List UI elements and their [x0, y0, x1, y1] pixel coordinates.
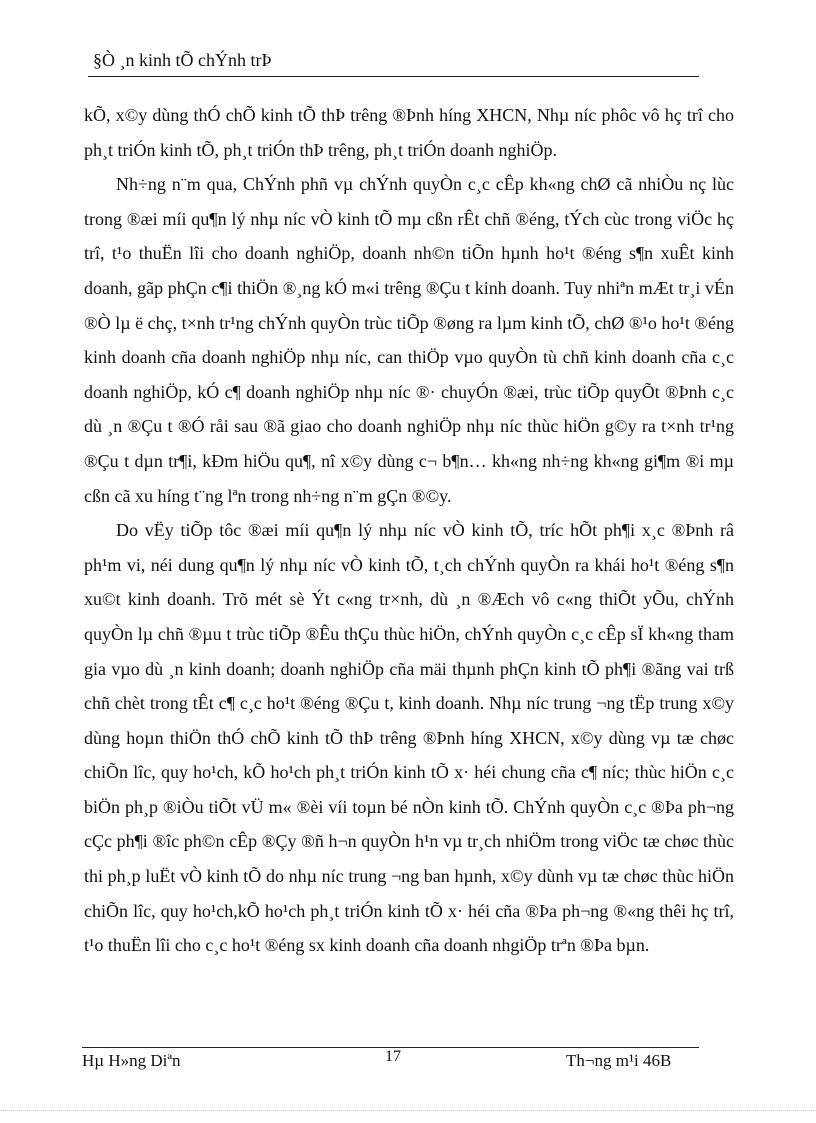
body-text	[84, 98, 734, 963]
footer-author: Hµ H»ng Diªn	[82, 1051, 181, 1070]
paragraph-1: kÕ, x©y dùng thÓ chÕ kinh tÕ thÞ trêng ®Þnh híng XHCN, Nhµ níc phôc vô hç trî cho ph¸t triÓn kinh tÕ, ph¸t triÓn thÞ trêng, ph¸t triÓn doanh nghiÖp.	[84, 105, 734, 160]
page-bottom-edge	[0, 1110, 816, 1111]
header-title: §Ò ¸n kinh tÕ chÝnh trÞ	[93, 50, 272, 70]
header-rule	[88, 76, 699, 77]
paragraph-3: Do vËy tiÕp tôc ®æi míi qu¶n lý nhµ níc vÒ kinh tÕ, tríc hÕt ph¶i x¸c ®Þnh râ ph¹m vi, néi dung qu¶n lý nhµ níc vÒ kinh tÕ, t¸ch chÝnh quyÒn ra khái ho¹t ®éng s¶n xu©t kinh doanh. Trõ mét sè Ýt c«ng tr×nh, dù ¸n ®Æch vô c«ng thiÕt yÕu, chÝnh quyÒn lµ chñ ®µu t trùc tiÕp ®Êu thÇu thùc hiÖn, chÝnh quyÒn c¸c cÊp sÏ kh«ng tham gia vµo dù ¸n kinh doanh; doanh nghiÖp cña mäi thµnh phÇn kinh tÕ ph¶i ®ãng vai trß chñ chèt trong tÊt c¶ c¸c ho¹t ®éng ®Çu t, kinh doanh. Nhµ níc trung ¬ng tËp trung x©y dùng hoµn thiÖn thÓ chÕ kinh tÕ thÞ trêng ®Þnh híng XHCN, x©y dùng vµ tæ chøc chiÕn lîc, quy ho¹ch, kÕ ho¹ch ph¸t triÓn kinh tÕ x· héi chung cña c¶ níc; thùc hiÖn c¸c biÖn ph¸p ®iÒu tiÕt vÜ m« ®èi víi toµn bé nÒn kinh tÕ. ChÝnh quyÒn c¸c ®Þa ph¬ng cÇc ph¶i ®îc ph©n cÊp ®Çy ®ñ h¬n quyÒn h¹n vµ tr¸ch nhiÖm trong viÖc tæ chøc thùc thi ph¸p luËt vÒ kinh tÕ do nhµ níc trung ¬ng ban hµnh, x©y dùnh vµ tæ chøc thùc hiÖn chiÕn lîc, quy ho¹ch,kÕ ho¹ch ph¸t triÓn kinh tÕ x· héi cña ®Þa ph¬ng ®«ng thêi hç trî, t¹o thuËn lîi cho c¸c ho¹t ®éng sx kinh doanh cña doanh nhgiÖp trªn ®Þa bµn.	[84, 520, 734, 956]
paragraph-2: Nh÷ng n¨m qua, ChÝnh phñ vµ chÝnh quyÒn c¸c cÊp kh«ng chØ cã nhiÒu nç lùc trong ®æi míi qu¶n lý nhµ níc vÒ kinh tÕ mµ cßn rÊt chñ ®éng, tÝch cùc trong viÖc hç trî, t¹o thuËn lîi cho doanh nghiÖp, doanh nh©n tiÕn hµnh ho¹t ®éng s¶n xuÊt kinh doanh, gãp phÇn c¶i thiÖn ®¸ng kÓ m«i trêng ®Çu t kinh doanh. Tuy nhiªn mÆt tr¸i vÉn ®Ò lµ ë chç, t×nh tr¹ng chÝnh quyÒn trùc tiÕp ®øng ra lµm kinh tÕ, chØ ®¹o ho¹t ®éng kinh doanh cña doanh nghiÖp nhµ níc, can thiÖp vµo quyÒn tù chñ kinh doanh cña c¸c doanh nghiÖp, kÓ c¶ doanh nghiÖp nhµ níc ®· chuyÓn ®æi, trùc tiÕp quyÕt ®Þnh c¸c dù ¸n ®Çu t ®Ó råi sau ®ã giao cho doanh nghiÖp nhµ níc thùc hiÖn g©y ra t×nh tr¹ng ®Çu t dµn tr¶i, kÐm hiÖu qu¶, nî x©y dùng c¬ b¶n… kh«ng nh÷ng kh«ng gi¶m ®i mµ cßn cã xu híng t¨ng lªn trong nh÷ng n¨m gÇn ®©y.	[84, 174, 734, 506]
footer-class: Th¬ng m¹i 46B	[566, 1051, 672, 1070]
page-number: 17	[385, 1048, 401, 1065]
